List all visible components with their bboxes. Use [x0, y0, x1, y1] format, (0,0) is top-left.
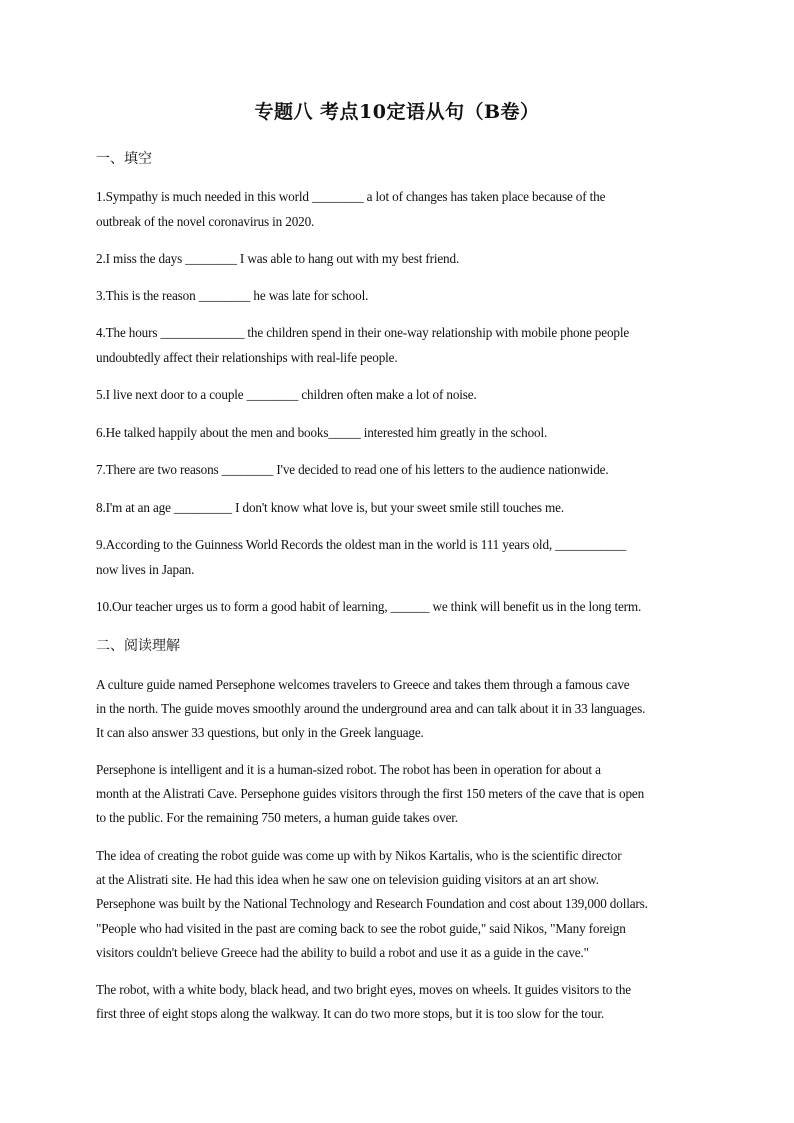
- passage-line: A culture guide named Persephone welcomes travelers to Greece and takes them through a famous cave: [96, 677, 630, 692]
- passage-line: first three of eight stops along the walkway. It can do two more stops, but it is too slow for the tour.: [96, 1006, 605, 1022]
- question-line: 5.I live next door to a couple ________ children often make a lot of noise.: [96, 387, 477, 402]
- question-8: [96, 496, 706, 521]
- section-heading-reading: 二、阅读理解: [96, 638, 180, 654]
- question-9: [96, 533, 706, 582]
- passage-line: Persephone was built by the National Technology and Research Foundation and cost about 139,000 dollars.: [96, 896, 648, 912]
- passage-paragraph-2: [96, 758, 706, 831]
- question-10: [96, 595, 706, 620]
- passage-line: month at the Alistrati Cave. Persephone guides visitors through the first 150 meters of the cave that is open: [96, 786, 645, 802]
- passage-line: visitors couldn't believe Greece had the ability to build a robot and use it as a guide in the cave.": [96, 944, 589, 960]
- question-6: [96, 421, 706, 446]
- question-7: [96, 458, 706, 483]
- question-line: 8.I'm at an age _________ I don't know what love is, but your sweet smile still touches me.: [96, 500, 564, 515]
- question-line: now lives in Japan.: [96, 561, 195, 577]
- passage-paragraph-1: [96, 673, 706, 746]
- question-line: 3.This is the reason ________ he was late for school.: [96, 288, 369, 303]
- passage-line: The robot, with a white body, black head, and two bright eyes, moves on wheels. It guides visitors to the: [96, 982, 631, 997]
- passage-line: at the Alistrati site. He had this idea when he saw one on television guiding visitors at an art show.: [96, 872, 599, 888]
- passage-line: to the public. For the remaining 750 meters, a human guide takes over.: [96, 810, 458, 826]
- section-heading-fill-blank: 一、填空: [96, 151, 152, 167]
- question-line: 10.Our teacher urges us to form a good habit of learning, ______ we think will benefit us in the long term.: [96, 599, 642, 614]
- question-line: outbreak of the novel coronavirus in 2020.: [96, 213, 315, 229]
- question-line: 4.The hours _____________ the children spend in their one-way relationship with mobile phone people: [96, 325, 630, 340]
- passage-line: "People who had visited in the past are coming back to see the robot guide," said Nikos, "Many foreign: [96, 920, 626, 936]
- question-4: [96, 321, 706, 370]
- question-line: 7.There are two reasons ________ I've decided to read one of his letters to the audience nationwide.: [96, 462, 609, 477]
- page-title: 专题八 考点10定语从句（B卷）: [254, 101, 540, 123]
- question-1: [96, 185, 706, 234]
- question-3: [96, 284, 706, 309]
- question-2: [96, 247, 706, 272]
- passage-paragraph-3: [96, 844, 706, 965]
- question-line: undoubtedly affect their relationships with real-life people.: [96, 349, 398, 365]
- passage-line: in the north. The guide moves smoothly around the underground area and can talk about it in 33 languages.: [96, 701, 646, 717]
- question-line: 2.I miss the days ________ I was able to hang out with my best friend.: [96, 251, 460, 266]
- passage-line: The idea of creating the robot guide was come up with by Nikos Kartalis, who is the scientific director: [96, 848, 622, 863]
- passage-paragraph-4: [96, 978, 706, 1026]
- passage-line: It can also answer 33 questions, but only in the Greek language.: [96, 725, 424, 741]
- question-line: 9.According to the Guinness World Records the oldest man in the world is 111 years old, ___________: [96, 537, 627, 552]
- question-5: [96, 383, 706, 408]
- question-line: 6.He talked happily about the men and books_____ interested him greatly in the school.: [96, 425, 548, 440]
- passage-line: Persephone is intelligent and it is a human-sized robot. The robot has been in operation for about a: [96, 762, 601, 777]
- question-line: 1.Sympathy is much needed in this world ________ a lot of changes has taken place because of the: [96, 189, 606, 204]
